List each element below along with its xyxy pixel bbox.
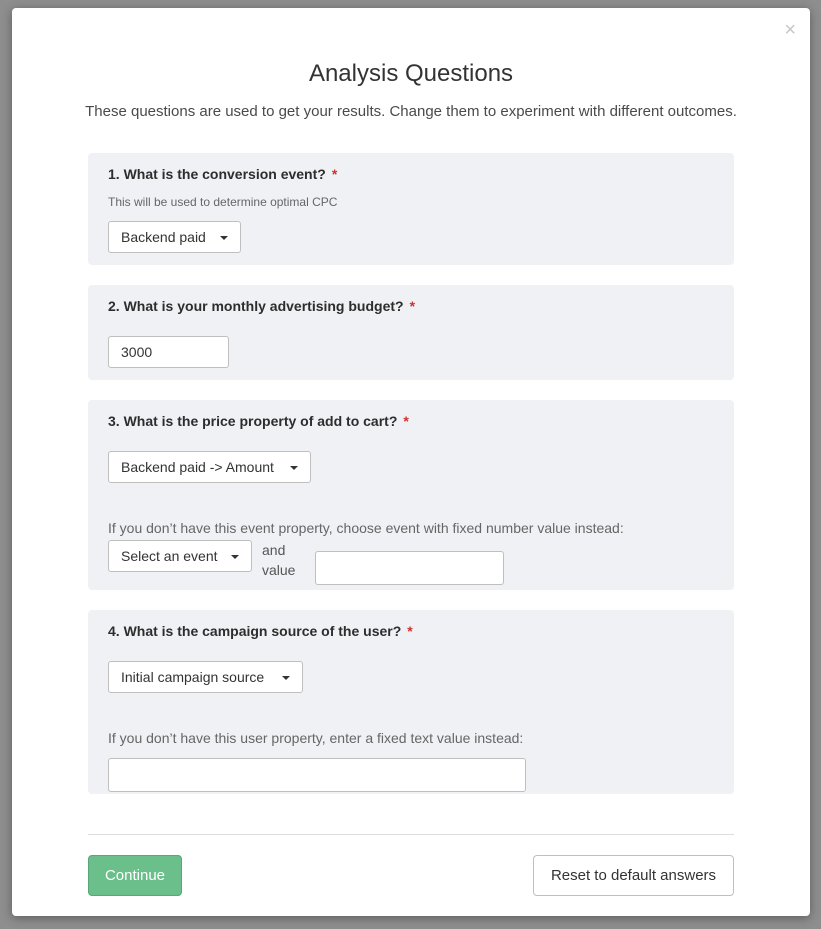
required-mark: * [407, 623, 413, 639]
continue-button[interactable]: Continue [88, 855, 182, 896]
question-label: 1. What is the conversion event? * [108, 166, 338, 182]
and-value-label: and value [262, 542, 296, 578]
question-card-conversion-event [88, 153, 734, 265]
required-mark: * [409, 298, 416, 314]
question-label: 3. What is the price property of add to cart? * [108, 413, 409, 429]
caret-down-icon [220, 236, 228, 240]
conversion-event-dropdown[interactable] [108, 221, 241, 253]
fallback-help-text: If you don’t have this event property, choose event with fixed number value instead: [108, 520, 624, 536]
footer-divider [88, 834, 734, 835]
fixed-text-value-input[interactable] [108, 758, 526, 792]
select-event-dropdown[interactable] [108, 540, 252, 572]
monthly-budget-input[interactable] [108, 336, 229, 368]
question-card-campaign-source [88, 610, 734, 794]
analysis-questions-modal [12, 8, 810, 916]
modal-title: Analysis Questions [308, 60, 514, 87]
caret-down-icon [290, 466, 298, 470]
modal-subtitle: These questions are used to get your results. Change them to experiment with different outcomes. [85, 103, 737, 120]
dropdown-value: Backend paid [121, 229, 206, 245]
required-mark: * [331, 166, 338, 182]
reset-to-default-button[interactable]: Reset to default answers [533, 855, 734, 896]
dropdown-value: Backend paid -> Amount [121, 459, 274, 475]
dropdown-value: Initial campaign source [121, 669, 265, 685]
fixed-number-value-input[interactable] [315, 551, 504, 585]
question-label: 4. What is the campaign source of the user? * [108, 623, 413, 639]
question-card-price-property [88, 400, 734, 590]
required-mark: * [403, 413, 409, 429]
close-icon[interactable]: × [784, 19, 796, 41]
dropdown-value: Select an event [121, 548, 218, 564]
price-property-dropdown[interactable] [108, 451, 311, 483]
caret-down-icon [231, 555, 239, 559]
question-card-monthly-budget [88, 285, 734, 380]
caret-down-icon [282, 676, 290, 680]
campaign-source-dropdown[interactable] [108, 661, 303, 693]
question-label: 2. What is your monthly advertising budget? * [108, 298, 416, 314]
question-hint: This will be used to determine optimal CPC [108, 195, 338, 209]
fallback-help-text: If you don’t have this user property, enter a fixed text value instead: [108, 730, 524, 746]
